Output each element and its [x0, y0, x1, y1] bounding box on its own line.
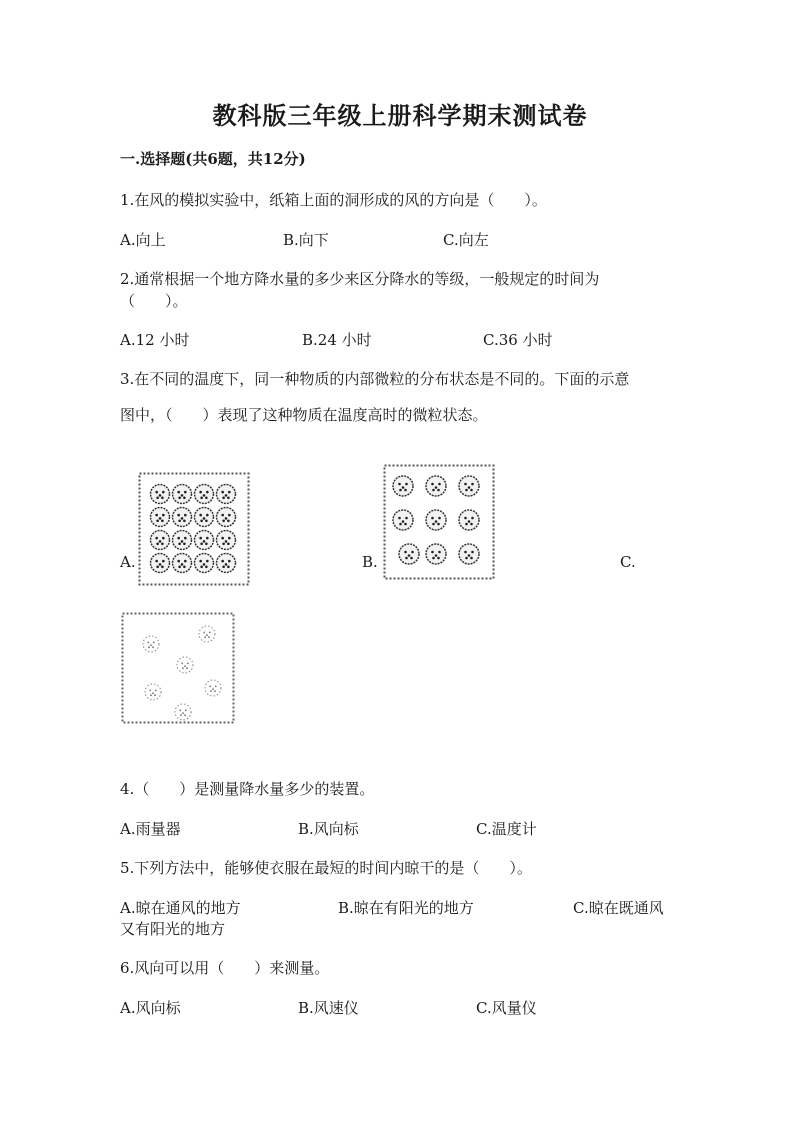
question-3-option-a-label: A.: [120, 553, 136, 571]
question-1-option-a: A.向上: [120, 231, 166, 249]
particle-b: [426, 544, 446, 564]
particle-a: [195, 508, 214, 527]
particle-c: [143, 636, 159, 652]
particle-a: [151, 554, 170, 573]
particle-a: [217, 508, 236, 527]
question-5-option-a: A.晾在通风的地方: [120, 899, 241, 917]
particle-a: [217, 531, 236, 550]
particle-c: [145, 684, 161, 700]
particle-a: [195, 554, 214, 573]
question-1-stem: 1.在风的模拟实验中，纸箱上面的洞形成的风的方向是（ ）。: [120, 191, 547, 209]
particle-a: [173, 531, 192, 550]
particle-c: [175, 704, 191, 720]
question-6-option-a: A.风向标: [120, 999, 181, 1017]
particle-c: [205, 680, 221, 696]
particle-b: [399, 544, 419, 564]
particle-c: [177, 657, 193, 673]
particle-b: [459, 476, 479, 496]
particle-b: [459, 544, 479, 564]
particle-b: [426, 510, 446, 530]
particle-b: [393, 476, 413, 496]
question-3-option-c-label: C.: [620, 553, 636, 571]
question-1-option-b: B.向下: [283, 231, 329, 249]
particle-c: [199, 626, 215, 642]
question-5-option-c: C.晾在既通风: [573, 899, 664, 917]
particle-b: [459, 510, 479, 530]
particle-a: [173, 485, 192, 504]
particle-b: [426, 476, 446, 496]
question-2-option-b: B.24 小时: [302, 331, 372, 349]
question-3-stem-line1: 3.在不同的温度下，同一种物质的内部微粒的分布状态是不同的。下面的示意: [120, 370, 630, 388]
question-3-stem-line2: 图中，（ ）表现了这种物质在温度高时的微粒状态。: [120, 406, 488, 424]
question-2-stem-line1: 2.通常根据一个地方降水量的多少来区分降水的等级，一般规定的时间为: [120, 270, 600, 288]
particle-diagram-b: [383, 464, 495, 580]
question-2-stem-line2: （ ）。: [120, 292, 188, 310]
particle-a: [151, 485, 170, 504]
question-2-option-c: C.36 小时: [483, 331, 553, 349]
question-6-stem: 6.风向可以用（ ）来测量。: [120, 959, 330, 977]
question-4-option-c: C.温度计: [476, 820, 537, 838]
question-1-option-c: C.向左: [443, 231, 489, 249]
question-4-option-b: B.风向标: [298, 820, 359, 838]
particle-a: [173, 554, 192, 573]
question-6-option-b: B.风速仪: [298, 999, 359, 1017]
question-5-option-c-continued: 又有阳光的地方: [120, 920, 226, 938]
question-6-option-c: C.风量仪: [476, 999, 537, 1017]
particle-a: [195, 485, 214, 504]
particle-a: [217, 554, 236, 573]
section-heading: 一.选择题(共6题，共12分): [120, 150, 306, 168]
particle-a: [151, 531, 170, 550]
question-4-option-a: A.雨量器: [120, 820, 181, 838]
particle-diagram-a: [138, 472, 250, 586]
particle-a: [151, 508, 170, 527]
particle-diagram-c: [121, 612, 235, 724]
question-5-stem: 5.下列方法中，能够使衣服在最短的时间内晾干的是（ ）。: [120, 859, 532, 877]
document-title: 教科版三年级上册科学期末测试卷: [212, 101, 588, 130]
particle-a: [217, 485, 236, 504]
particle-b: [393, 510, 413, 530]
question-4-stem: 4.（ ）是测量降水量多少的装置。: [120, 780, 375, 798]
particle-a: [195, 531, 214, 550]
question-2-option-a: A.12 小时: [120, 331, 190, 349]
question-5-option-b: B.晾在有阳光的地方: [338, 899, 474, 917]
particle-a: [173, 508, 192, 527]
question-3-option-b-label: B.: [362, 553, 378, 571]
